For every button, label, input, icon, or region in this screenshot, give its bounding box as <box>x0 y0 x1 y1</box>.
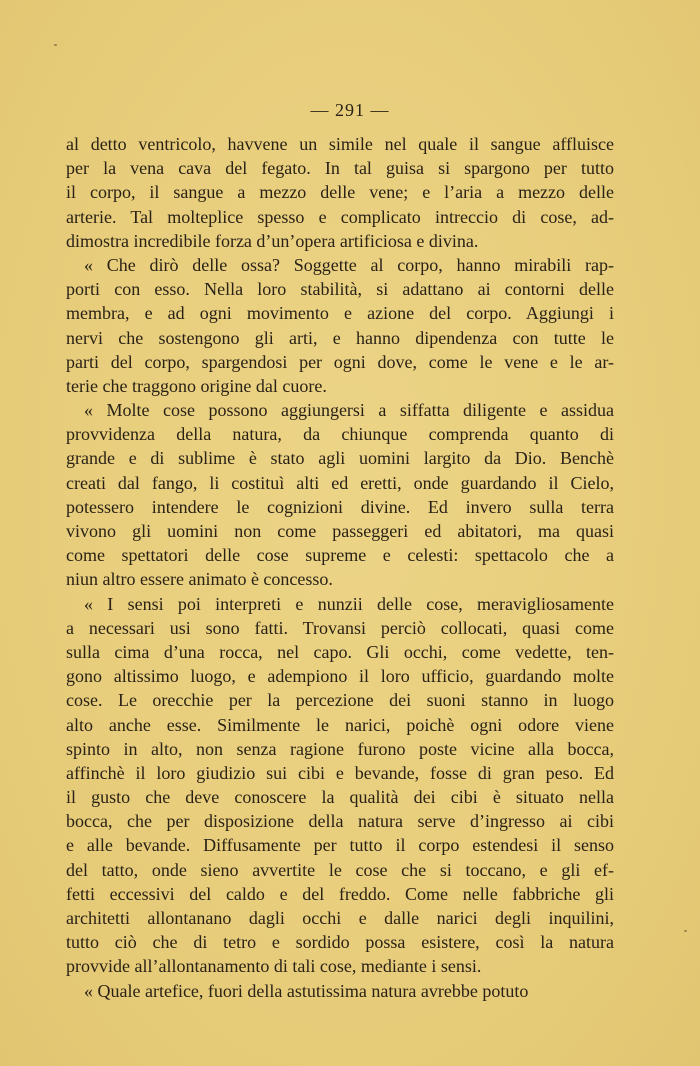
text-line: nervi che sostengono gli arti, e hanno dipendenza con tutte le <box>66 327 614 348</box>
text-line: parti del corpo, spargendosi per ogni dove, come le vene e le ar- <box>66 351 614 372</box>
text-line: alto anche esse. Similmente le narici, poichè ogni odore viene <box>66 714 614 735</box>
text-line: provvide all’allontanamento di tali cose, mediante i sensi. <box>66 956 482 977</box>
text-line: del tatto, onde sieno avvertite le cose che si toccano, e gli ef- <box>66 859 614 880</box>
page-number: — 291 — <box>310 100 390 120</box>
body-text <box>66 132 614 1003</box>
text-line: « Molte cose possono aggiungersi a siffatta diligente e assidua <box>84 400 614 421</box>
text-line: il corpo, il sangue a mezzo delle vene; e l’aria a mezzo delle <box>66 182 614 203</box>
text-line: e alle bevande. Diffusamente per tutto il corpo estendesi il senso <box>66 835 614 856</box>
text-line: cose. Le orecchie per la percezione dei suoni stanno in luogo <box>66 690 614 711</box>
text-line: il gusto che deve conoscere la qualità dei cibi è situato nella <box>66 787 614 808</box>
text-line: niun altro essere animato è concesso. <box>66 569 333 590</box>
text-line: porti con esso. Nella loro stabilità, si adattano ai contorni delle <box>66 279 614 300</box>
text-line: come spettatori delle cose supreme e celesti: spettacolo che a <box>66 545 614 566</box>
text-line: gono altissimo luogo, e adempiono il loro ufficio, guardando molte <box>66 666 614 687</box>
text-line: architetti allontanano dagli occhi e dalle narici degli inquilini, <box>66 908 614 928</box>
text-line: « Che dirò delle ossa? Soggette al corpo, hanno mirabili rap- <box>84 254 614 275</box>
text-line: « Quale artefice, fuori della astutissima natura avrebbe potuto <box>84 980 529 1001</box>
text-line: sulla cima d’una rocca, nel capo. Gli occhi, come vedette, ten- <box>66 641 614 662</box>
text-line: arterie. Tal molteplice spesso e complicato intreccio di cose, ad- <box>66 206 614 227</box>
text-line: membra, e ad ogni movimento e azione del corpo. Aggiungi i <box>66 303 614 324</box>
text-line: bocca, che per disposizione della natura serve d’ingresso ai cibi <box>66 811 614 832</box>
text-line: per la vena cava del fegato. In tal guisa si spargono per tutto <box>66 158 614 179</box>
text-line: tutto ciò che di tetro e sordido possa esistere, così la natura <box>66 932 614 953</box>
text-line: creati dal fango, li costituì alti ed eretti, onde guardando il Cielo, <box>66 472 614 493</box>
text-line: vivono gli uomini non come passeggeri ed abitatori, ma quasi <box>66 521 614 541</box>
text-line: terie che traggono origine dal cuore. <box>66 375 327 396</box>
text-line: fetti eccessivi del caldo e del freddo. Come nelle fabbriche gli <box>66 883 614 904</box>
text-line: a necessari usi sono fatti. Trovansi perciò collocati, quasi come <box>66 617 614 638</box>
text-line: provvidenza della natura, da chiunque comprenda quanto di <box>66 424 614 445</box>
paper-speck <box>684 930 687 932</box>
text-line: grande e di sublime è stato agli uomini largito da Dio. Benchè <box>66 448 614 469</box>
text-line: dimostra incredibile forza d’un’opera artificiosa e divina. <box>66 230 479 251</box>
text-line: affinchè il loro giudizio sui cibi e bevande, fosse di gran peso. Ed <box>66 762 614 783</box>
paper-speck <box>54 44 57 46</box>
text-line: spinto in alto, non senza ragione furono poste vicine alla bocca, <box>66 738 614 759</box>
text-line: « I sensi poi interpreti e nunzii delle cose, meravigliosamente <box>84 593 614 614</box>
text-line: potessero intendere le cognizioni divine. Ed invero sulla terra <box>66 496 614 517</box>
text-line: al detto ventricolo, havvene un simile nel quale il sangue affluisce <box>66 134 614 154</box>
